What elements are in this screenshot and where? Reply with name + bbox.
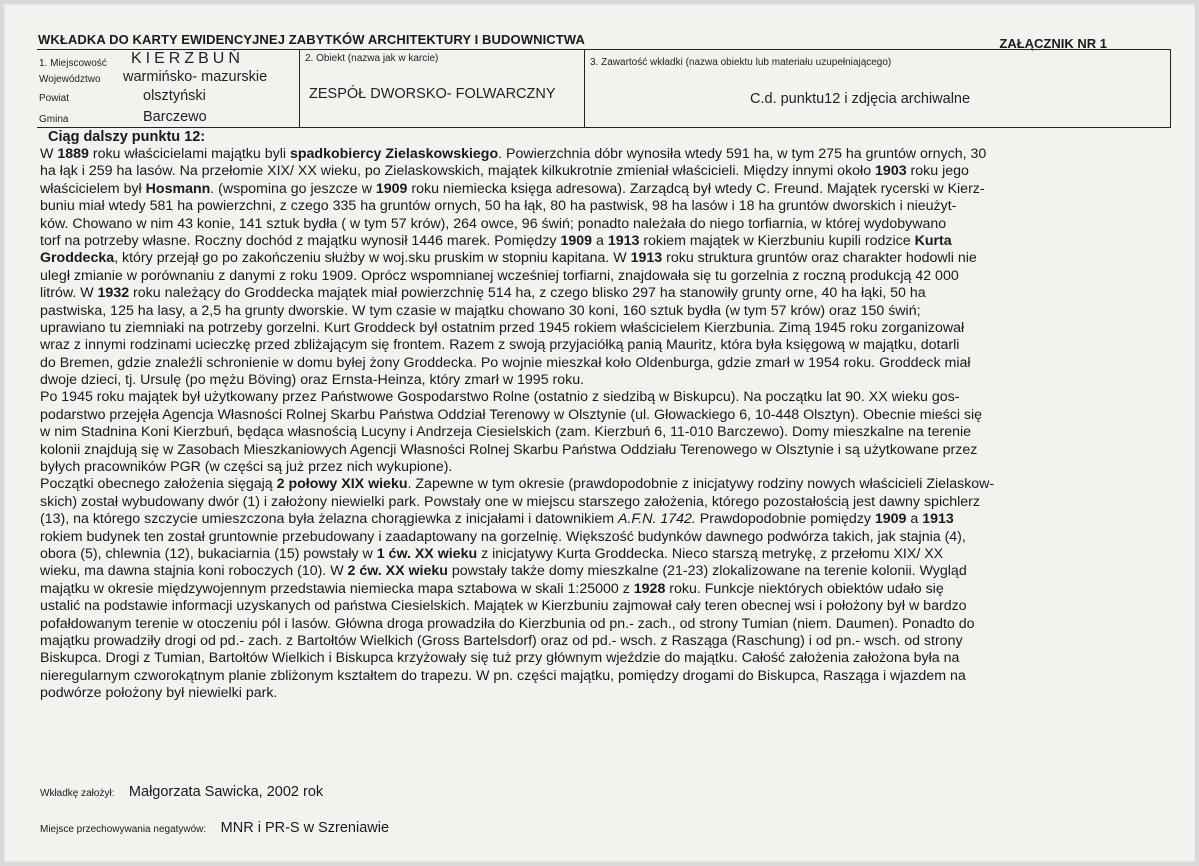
body-line [40,616,1165,633]
body-line [40,216,1165,233]
text-run: rokiem budynek ten został gruntownie przebudowany i zaadaptowany na gorzelnię. Większość budynków dawnego podwórza takich, jak stajnia (4), [40,528,966,545]
text-run: ha łąk i 259 ha lasów. Na przełomie XIX/ XX wieku, po Zielaskowskich, majątek kilkukrotnie zmieniał właścicieli. Między innymi około [40,163,876,180]
text-run: wraz z innymi rodzinami ucieczkę przed zbliżającym się frontem. Razem z swoją przyjaciółką panią Mauritz, która była księgową w majątku, dotarli [40,337,960,354]
text-run: byłych pracowników PGR (w części są już przez nich wykupione). [40,459,453,476]
commune-label: Gmina [39,114,69,125]
bold-run: 1903 [875,163,907,180]
text-run: Po 1945 roku majątek był użytkowany przez Państwowe Gospodarstwo Rolne (ostatnio z siedzibą w Biskupcu). Na początku lat 90. XX wieku gos- [40,389,960,406]
bold-run: 1889 [57,146,89,162]
author-row [40,783,323,801]
text-run: . (wspomina go jeszcze w [210,180,376,197]
county-label: Powiat [39,93,70,104]
text-run: majątku w okresie międzywojennym przedstawia niemiecka mapa sztabowa w skali 1:25000 z [40,580,634,597]
text-run: torf na potrzeby własne. Roczny dochód z majątku wynosił 1446 marek. Pomiędzy [40,232,561,249]
bold-run: Kurta [914,232,952,249]
bold-run: 1913 [630,250,663,267]
bold-run: 1909 [874,511,907,528]
place-value: KIERZBUŃ [131,50,244,67]
text-run: roku struktura gruntów oraz charakter hodowli nie [662,250,977,267]
text-run: (13), na którego szczycie umieszczona była żelazna chorągiewka z inicjałami i datownikiem [40,511,619,528]
storage-row [40,819,389,837]
annex-number: ZAŁĄCZNIK NR 1 [999,36,1107,51]
text-run: wieku, ma dawna stajnia koni roboczych (10). W [40,563,348,580]
text-run: Początki obecnego założenia sięgają [40,476,277,493]
body-line [40,442,1165,459]
text-run: uprawiano tu ziemniaki na potrzeby gorzelni. Kurt Groddeck był ostatnim przed 1945 rokiem właścicielem Kierzbunia. Zimą 1945 roku zorganizował [40,319,965,336]
bold-run: 1909 [375,180,408,197]
body-line [40,372,1165,389]
text-run: litrów. W [40,285,98,302]
column-divider [299,50,300,127]
county-value: olsztyński [143,88,206,104]
text-run: powstały także domy mieszkalne (21-23) zlokalizowane na terenie kolonii. Wygląd [447,563,967,580]
text-run: , który przejął go po zakończeniu służby w woj.sku pruskim w stopniu kapitana. W [114,250,631,267]
body-line [40,285,1165,302]
text-run: rokiem majątek w Kierzbuniu kupili rodzice [639,232,915,249]
storage-value: MNR i PR-S w Szreniawie [220,820,390,836]
body-line [40,303,1165,320]
body-line [40,529,1165,546]
body-line [40,163,1165,180]
body-line [40,407,1165,424]
bold-run: 1928 [633,580,666,597]
body-line [40,320,1165,337]
text-run: nieregularnym czworokątnym planie zbliżonym kształtem do trapezu. W pn. części majątku, pomiędzy drogami do Biskupca, Rasząga i wjazdem na [40,667,966,684]
text-run: obora (5), chlewnia (12), bukaciarnia (15) powstały w [40,545,377,562]
text-run: pofałdowanym terenie w otoczeniu pól i lasów. Główna droga prowadziła do Kierzbunia od pn.- zach., od strony Tumian (niem. Daumen). Ponadto do [40,615,975,632]
body-line [40,598,1165,615]
bold-run: 2 ćw. XX wieku [347,563,448,580]
text-run: uległ zmianie w porównaniu z danymi z roku 1909. Oprócz wspomnianej wcześniej torfiarni, znajdowała się tu gorzelnia z roczną produkcją 42 000 [40,267,959,284]
body-line [40,337,1165,354]
text-run: roku należący do Groddecka majątek miał powierzchnię 514 ha, z czego blisko 297 ha stanowiły grunty orne, 40 ha łąki, 50 ha [129,285,926,302]
place-label: 1. Miejscowość [39,58,107,69]
body-line [40,563,1165,580]
author-value: Małgorzata Sawicka, 2002 rok [128,784,324,800]
text-run: roku właścicielami majątku byli [88,146,290,162]
text-run: właścicielem był [40,180,146,197]
bold-run: Groddecka [40,250,115,267]
text-run: Biskupca. Drogi z Tumian, Bartołtów Wielkich i Biskupca krzyżowały się tuż przy głównym wjeździe do majątku. Całość założenia założona była na [40,650,960,667]
voivodeship-label: Województwo [39,74,101,85]
text-run: dwoje dzieci, tj. Ursulę (po mężu Böving) oraz Ernsta-Heinza, który zmarł w 1995 roku. [40,372,585,389]
text-run: . Zapewne w tym okresie (prawdopodobnie z inicjatywy rodziny nowych właścicieli Zielaskow- [407,476,995,493]
body-line [40,181,1165,198]
body-line [40,581,1165,598]
text-run: skich) został wybudowany dwór (1) i założony niewielki park. Powstały one w miejscu starszego założenia, którego pozostałością jest dawny spichlerz [40,493,980,510]
text-run: pastwiska, 125 ha lasy, a 2,5 ha grunty dworskie. W tym czasie w majątku chowano 30 koni, 160 sztuk bydła (w tym 57 krów) oraz 150 świń; [40,302,921,319]
body-line [40,494,1165,511]
text-run: majątku prowadziły drogi od pd.- zach. z Bartołtów Wielkich (Gross Bartelsdorf) oraz od pd.- wsch. z Rasząga (Raschung) i od pn.- wsch. od strony [40,632,963,649]
bold-run: 1 ćw. XX wieku [376,545,478,562]
text-run: podarstwo przejęła Agencja Własności Rolnej Skarbu Państwa Oddział Terenowy w Olsztynie (ul. Głowackiego 6, 10-448 Olsztyn). Obecnie mieści się [40,406,983,423]
body-line [40,650,1165,667]
body-line [40,685,1165,702]
body-line [40,389,1165,406]
bold-run: 1913 [922,511,954,528]
bold-run: 1913 [607,232,640,249]
bold-run: spadkobiercy Zielaskowskiego [289,146,499,162]
header-table [37,49,1171,128]
text-run: do Bremen, gdzie znaleźli schronienie w domu byłej żony Groddecka. Po wojnie mieszkał koło Oldenburga, gdzie zmarł w 1954 roku. Groddeck miał [40,354,971,371]
body-line [40,546,1165,563]
storage-label: Miejsce przechowywania negatywów: [40,824,207,835]
bold-run: 1909 [560,232,593,249]
text-run: w nim Stadnina Koni Kierzbuń, będąca własnością Lucyny i Andrzeja Ciesielskich (zam. Kierzbuń 6, 11-010 Barczewo). Domy mieszkalne na terenie [40,424,972,441]
bold-run: 2 połowy XIX wieku [276,476,408,493]
text-run: Prawdopodobnie pomiędzy [695,511,875,528]
body-line [40,233,1165,250]
body-line [40,250,1165,267]
text-run: buniu miał wtedy 581 ha powierzchni, z czego 335 ha gruntów ornych, 50 ha łąk, 80 ha pastwisk, 98 ha lasów i 18 ha gruntów dworskich i nieużyt- [40,198,957,215]
body-line [40,268,1165,285]
body-line [40,459,1165,476]
section-heading: Ciąg dalszy punktu 12: [48,129,206,145]
body-line [40,511,1165,528]
inventory-card-insert [4,4,1195,862]
document-title: WKŁADKA DO KARTY EWIDENCYJNEJ ZABYTKÓW ARCHITEKTURY I BUDOWNICTWA [38,32,585,47]
column-divider [584,50,585,127]
text-run: roku niemiecka księga adresowa). Zarządcą był wtedy C. Freund. Majątek rycerski w Kierz- [407,180,985,197]
text-run: z inicjatywy Kurta Groddecka. Nieco starszą metrykę, z przełomu XIX/ XX [477,545,944,562]
text-run: . Powierzchnia dóbr wynosiła wtedy 591 ha, w tym 275 ha gruntów ornych, 30 [498,146,987,162]
text-run: ków. Chowano w nim 43 konie, 141 sztuk bydła ( w tym 57 krów), 264 owce, 96 świń; ponadto należała do niego torfiarnia, w której wydobywano [40,215,947,232]
bold-run: 1932 [97,285,130,302]
body-line [40,146,1165,163]
italic-run: A.F.N. 1742. [618,511,696,528]
text-run: a [592,232,608,249]
text-run: a [906,511,923,528]
text-run: ustalić na podstawie informacji uzyskanych od państwa Ciesielskich. Majątek w Kierzbuniu zajmował cały teren obecnej wsi i położony był w bardzo [40,598,967,615]
body-line [40,355,1165,372]
body-line [40,633,1165,650]
text-run: roku. Funkcje niektórych obiektów udało się [665,580,944,597]
commune-value: Barczewo [143,109,207,125]
body-line [40,476,1165,493]
body-line [40,668,1165,685]
body-line [40,424,1165,441]
content-label: 3. Zawartość wkładki (nazwa obiektu lub materiału uzupełniającego) [590,57,892,68]
text-run: W [40,146,58,162]
object-value: ZESPÓŁ DWORSKO- FOLWARCZNY [309,86,556,102]
content-value: C.d. punktu12 i zdjęcia archiwalne [750,91,971,107]
text-run: roku jego [906,163,969,180]
text-run: kolonii znajdują się w Zasobach Mieszkaniowych Agencji Własności Rolnej Skarbu Państwa Oddziału Terenowego w Olsztynie i są użytkowane przez [40,441,978,458]
author-label: Wkładkę założył: [40,788,115,799]
object-label: 2. Obiekt (nazwa jak w karcie) [305,53,439,64]
bold-run: Hosmann [145,180,211,197]
body-text [40,146,1165,703]
text-run: podwórze położony był niewielki park. [40,685,278,702]
body-line [40,198,1165,215]
voivodeship-value: warmińsko- mazurskie [123,69,268,85]
